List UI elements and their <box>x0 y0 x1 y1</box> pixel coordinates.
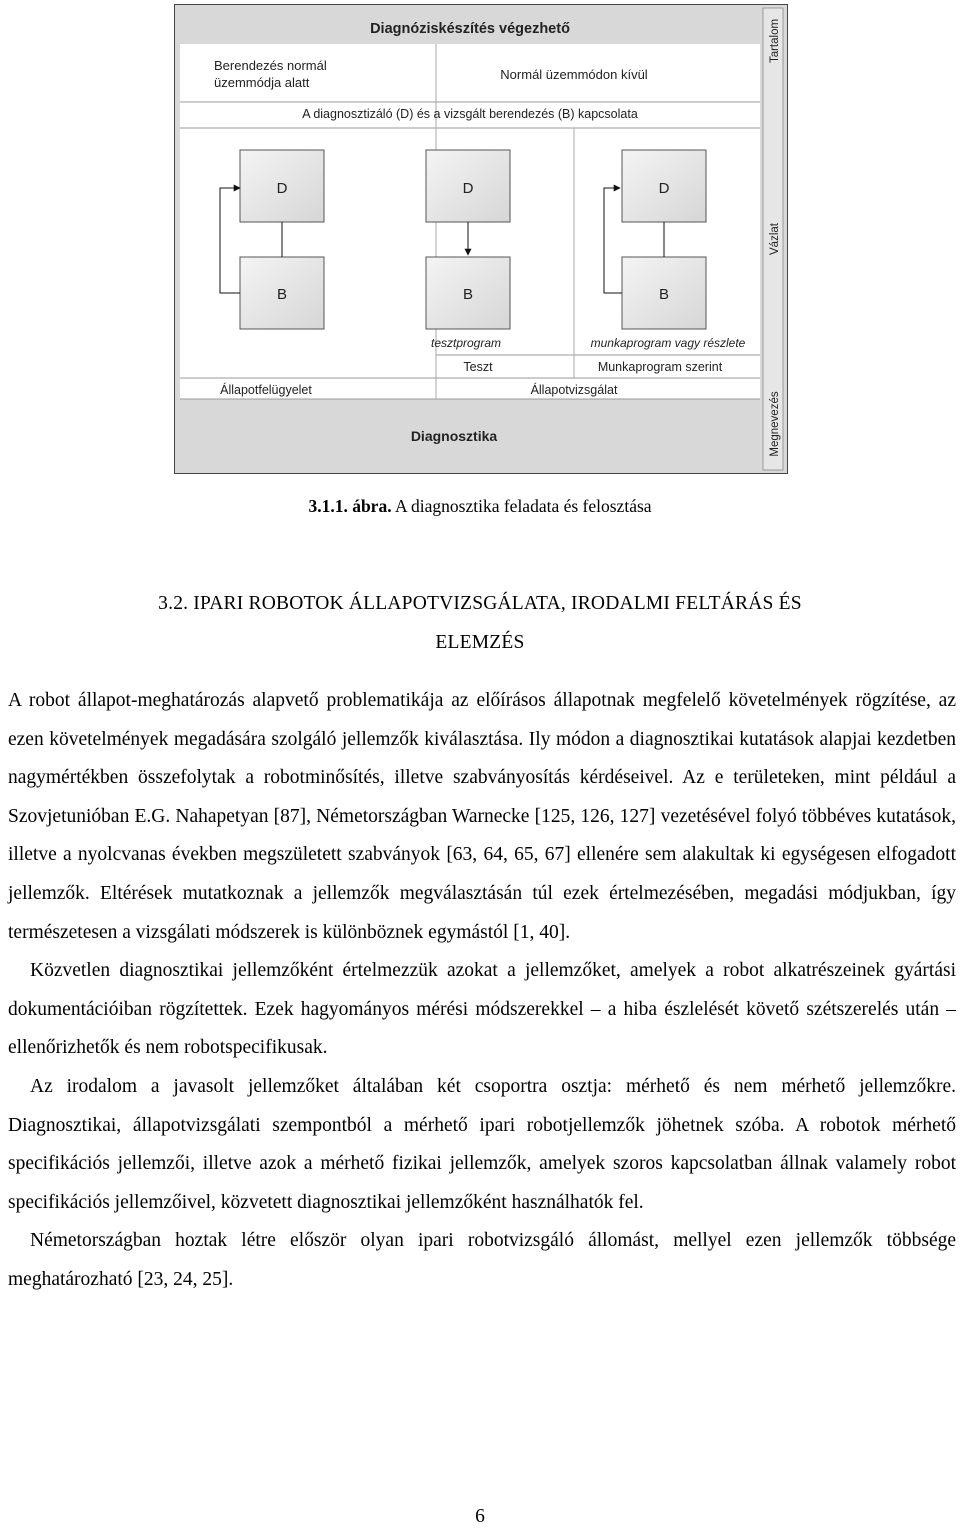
device-box-1 <box>240 257 324 329</box>
heading-line-1: 3.2. IPARI ROBOTOK ÁLLAPOTVIZSGÁLATA, IRODALMI FELTÁRÁS ÉS <box>158 593 802 614</box>
content-side-label: Tartalom <box>769 18 781 64</box>
connection-label: A diagnosztizáló (D) és a vizsgált berendezés (B) kapcsolata <box>302 107 638 121</box>
svg-text:D: D <box>462 180 474 197</box>
by-work-program-label: Munkaprogram szerint <box>597 360 723 374</box>
page-number: 6 <box>475 1506 485 1527</box>
svg-text:B: B <box>658 286 670 303</box>
diagnoser-box-1 <box>240 150 324 222</box>
condition-monitoring-label: Állapotfelügyelet <box>220 383 312 397</box>
caption-number: 3.1.1. ábra. <box>308 496 392 516</box>
diagnoser-box-3 <box>622 150 706 222</box>
paragraph-1: A robot állapot-meghatározás alapvető problematikája az előírásos állapotnak megfelelő követelmények rögzítése, az ezen követelmények megadására szolgáló jellemzők kiválasztása. Ily módon a diagnosztikai kutatások alapjai kezdetben nagymértékben összefolytak a robotminősítés, illetve szabványosítás kérdéseivel. Az e területeken, mint például a Szovjetunióban E.G. Nahapetyan [87], Németországban Warnecke [125, 126, 127] vezetésével folyó többéves kutatások, illetve a nyolcvanas években megszületett szabványok [63, 64, 65, 67] ellenére sem alakultak ki egységesen elfogadott jellemzők. Eltérések mutatkoznak a jellemzők megválasztásán túl ezek értelmezésében, megadási módjukban, így természetesen a vizsgálati módszerek is különböznek egymástól [1, 40]. <box>8 690 956 943</box>
svg-text:B: B <box>276 286 288 303</box>
test-label: Teszt <box>463 360 493 374</box>
heading-line-2: ELEMZÉS <box>435 632 525 653</box>
sketch-side-label: Vázlat <box>769 223 781 255</box>
naming-side-label: Megnevezés <box>769 391 781 457</box>
figure-title: Diagnóziskészítés végezhető <box>370 21 570 37</box>
diagnostics-label: Diagnosztika <box>410 428 498 444</box>
work-program-label: munkaprogram vagy részlete <box>590 336 746 350</box>
test-program-label: tesztprogram <box>430 336 502 350</box>
figure-caption <box>0 496 960 517</box>
svg-text:D: D <box>276 180 288 197</box>
during-operation-line1: Berendezés normál <box>214 58 327 73</box>
diagnoser-box-2 <box>426 150 510 222</box>
device-box-3 <box>622 257 706 329</box>
diagnostics-figure <box>174 4 788 474</box>
paragraph-4: Németországban hoztak létre először olyan ipari robotvizsgáló állomást, mellyel ezen jellemzők többsége meghatározható [23, 24, 25]. <box>8 1230 956 1290</box>
outside-operation-label: Normál üzemmódon kívül <box>500 67 648 82</box>
svg-text:D: D <box>658 180 670 197</box>
body-text <box>8 682 956 1300</box>
condition-inspection-label: Állapotvizsgálat <box>530 383 618 397</box>
figure-drawing <box>174 4 788 474</box>
section-heading <box>0 584 960 662</box>
during-operation-line2: üzemmódja alatt <box>214 75 310 90</box>
paragraph-2: Közvetlen diagnosztikai jellemzőként értelmezzük azokat a jellemzőket, amelyek a robot alkatrészeinek gyártási dokumentációiban rögzítettek. Ezek hagyományos mérési módszerekkel – a hiba észlelését követő szétszerelés után – ellenőrizhetők és nem robotspecifikusak. <box>8 960 956 1059</box>
device-box-2 <box>426 257 510 329</box>
caption-text: A diagnosztika feladata és felosztása <box>391 496 652 516</box>
svg-text:B: B <box>462 286 474 303</box>
paragraph-3: Az irodalom a javasolt jellemzőket általában két csoportra osztja: mérhető és nem mérhető jellemzőkre. Diagnosztikai, állapotvizsgálati szempontból a mérhető ipari robotjellemzők jöhetnek szóba. A robotok mérhető specifikációs jellemzői, illetve azok a mérhető fizikai jellemzők, amelyek szoros kapcsolatban állnak valamely robot specifikációs jellemzőivel, közvetett diagnosztikai jellemzőként használhatók fel. <box>8 1075 956 1213</box>
